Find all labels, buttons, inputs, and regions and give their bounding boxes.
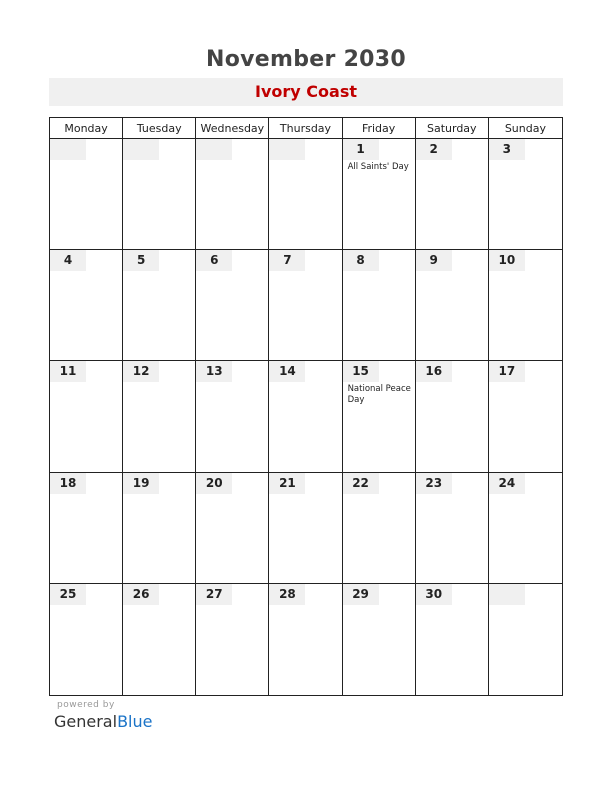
- day-number: [196, 139, 232, 160]
- day-cell[interactable]: [416, 473, 489, 584]
- day-number: 17: [498, 364, 516, 379]
- day-number: 18: [59, 475, 77, 490]
- day-cell[interactable]: [196, 361, 269, 472]
- day-number: 7: [283, 253, 292, 268]
- day-cell[interactable]: [489, 473, 562, 584]
- day-number: 24: [498, 475, 516, 490]
- day-number: 21: [279, 475, 296, 490]
- day-cell[interactable]: [123, 584, 196, 695]
- day-cell[interactable]: [123, 473, 196, 584]
- holiday-label: National Peace Day: [347, 384, 411, 406]
- day-cell[interactable]: [269, 250, 342, 361]
- day-number: 23: [425, 475, 443, 490]
- day-number: 1: [356, 142, 365, 156]
- day-cell[interactable]: [123, 250, 196, 361]
- day-number: 10: [498, 253, 516, 268]
- weekday-header: Friday: [343, 118, 416, 139]
- day-cell[interactable]: [123, 361, 196, 472]
- day-cell[interactable]: [196, 584, 269, 695]
- weekday-header: Thursday: [269, 118, 342, 139]
- day-cell[interactable]: [50, 250, 123, 361]
- weekday-header: Tuesday: [123, 118, 196, 139]
- day-cell[interactable]: [269, 139, 342, 250]
- calendar-grid: [49, 117, 563, 696]
- weekday-header: Wednesday: [196, 118, 269, 139]
- brand-blue: Blue: [117, 712, 153, 731]
- day-cell[interactable]: [50, 584, 123, 695]
- day-cell[interactable]: [123, 139, 196, 250]
- day-number: 26: [132, 586, 150, 601]
- day-number: [489, 584, 525, 605]
- day-cell[interactable]: [50, 473, 123, 584]
- day-cell[interactable]: [416, 139, 489, 250]
- day-number: [50, 139, 86, 160]
- day-cell[interactable]: [489, 250, 562, 361]
- day-number: 8: [356, 253, 365, 268]
- day-cell[interactable]: [269, 361, 342, 472]
- weekday-header: Monday: [50, 118, 123, 139]
- day-number: 9: [429, 253, 438, 268]
- day-number: 12: [132, 364, 150, 379]
- day-cell[interactable]: [416, 584, 489, 695]
- day-cell[interactable]: [196, 473, 269, 584]
- day-number: [123, 139, 159, 160]
- day-cell[interactable]: [489, 139, 562, 250]
- day-number: 16: [425, 364, 443, 379]
- day-cell[interactable]: [196, 139, 269, 250]
- day-number: 19: [132, 475, 150, 490]
- day-number: 4: [63, 253, 73, 268]
- holiday-label: All Saints' Day: [347, 162, 409, 172]
- day-cell[interactable]: [50, 139, 123, 250]
- day-number: 14: [279, 364, 296, 379]
- country-name: Ivory Coast: [255, 82, 357, 101]
- country-banner: [49, 78, 563, 106]
- day-cell[interactable]: [416, 361, 489, 472]
- day-number: 27: [205, 586, 223, 601]
- day-cell[interactable]: [269, 584, 342, 695]
- brand-general: General: [54, 712, 118, 731]
- day-number: 22: [352, 475, 369, 490]
- day-cell[interactable]: [269, 473, 342, 584]
- powered-by-label: powered by: [57, 700, 115, 710]
- day-number: 5: [136, 253, 146, 268]
- day-cell[interactable]: [489, 584, 562, 695]
- day-number: [269, 139, 305, 160]
- day-cell[interactable]: [343, 250, 416, 361]
- day-cell[interactable]: [343, 139, 416, 250]
- day-cell[interactable]: [343, 361, 416, 472]
- day-number: 30: [425, 586, 443, 601]
- day-number: 28: [279, 586, 296, 601]
- day-cell[interactable]: [343, 473, 416, 584]
- day-cell[interactable]: [196, 250, 269, 361]
- day-number: 25: [59, 586, 77, 601]
- day-number: 11: [59, 364, 77, 379]
- weekday-header: Saturday: [416, 118, 489, 139]
- day-number: 6: [210, 253, 219, 268]
- day-number: 15: [352, 364, 369, 379]
- weekday-header: Sunday: [489, 118, 562, 139]
- brand-logo[interactable]: [54, 712, 152, 731]
- page-title: November 2030: [205, 47, 407, 72]
- day-cell[interactable]: [416, 250, 489, 361]
- day-number: 3: [502, 142, 512, 156]
- day-cell[interactable]: [489, 361, 562, 472]
- day-cell[interactable]: [50, 361, 123, 472]
- day-cell[interactable]: [343, 584, 416, 695]
- day-number: 2: [429, 142, 438, 156]
- day-number: 13: [205, 364, 223, 379]
- day-number: 29: [352, 586, 369, 601]
- day-number: 20: [205, 475, 223, 490]
